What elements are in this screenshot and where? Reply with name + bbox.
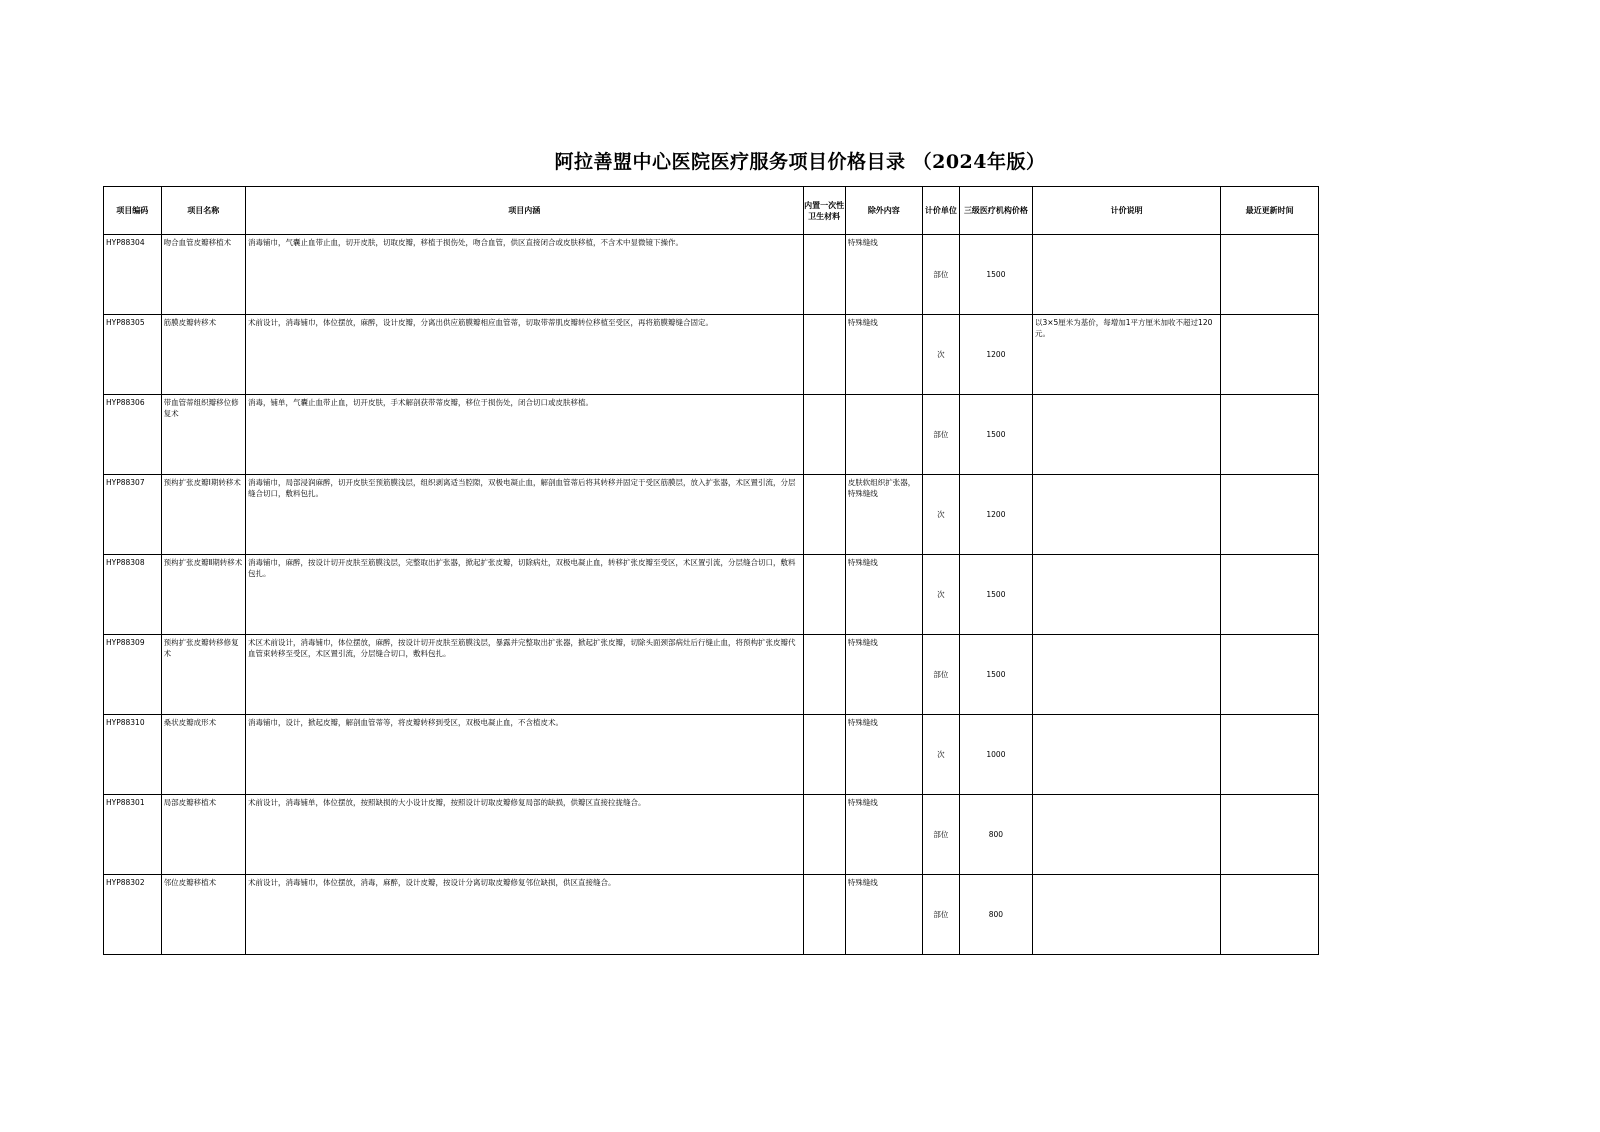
item-code: HYP88308 bbox=[104, 555, 162, 635]
item-updated bbox=[1221, 795, 1319, 875]
item-note: 以3×5厘米为基价，每增加1平方厘米加收不超过120元。 bbox=[1032, 315, 1220, 395]
item-exclusion: 皮肤软组织扩张器，特殊缝线 bbox=[845, 475, 922, 555]
item-material bbox=[803, 555, 845, 635]
item-price: 1500 bbox=[959, 235, 1032, 315]
item-material bbox=[803, 635, 845, 715]
item-name: 桑状皮瓣成形术 bbox=[161, 715, 245, 795]
item-code: HYP88306 bbox=[104, 395, 162, 475]
item-material bbox=[803, 315, 845, 395]
header-row bbox=[104, 187, 1319, 235]
table-row bbox=[104, 795, 1319, 875]
column-header: 计价单位 bbox=[922, 187, 959, 235]
page-title: 阿拉善盟中心医院医疗服务项目价格目录 （2024年版） bbox=[554, 151, 1046, 173]
item-content: 术前设计，消毒铺巾，体位摆放，消毒，麻醉，设计皮瓣，按设计分离切取皮瓣修复邻位缺损，供区直接缝合。 bbox=[245, 875, 803, 955]
item-price: 1500 bbox=[959, 395, 1032, 475]
item-updated bbox=[1221, 235, 1319, 315]
item-name: 带血管蒂组织瓣移位修复术 bbox=[161, 395, 245, 475]
item-updated bbox=[1221, 475, 1319, 555]
column-header: 内置一次性卫生材料 bbox=[803, 187, 845, 235]
item-code: HYP88309 bbox=[104, 635, 162, 715]
item-exclusion bbox=[845, 395, 922, 475]
item-material bbox=[803, 235, 845, 315]
item-name: 筋膜皮瓣转移术 bbox=[161, 315, 245, 395]
column-header: 计价说明 bbox=[1032, 187, 1220, 235]
item-price: 1500 bbox=[959, 635, 1032, 715]
item-note bbox=[1032, 875, 1220, 955]
item-unit: 次 bbox=[922, 715, 959, 795]
item-content: 消毒铺巾，局部浸润麻醉，切开皮肤至预筋膜浅层，组织剥离适当腔隙，双极电凝止血，解剖血管蒂后将其转移并固定于受区筋膜层，放入扩张器，术区置引流，分层缝合切口，敷料包扎。 bbox=[245, 475, 803, 555]
item-material bbox=[803, 795, 845, 875]
item-unit: 部位 bbox=[922, 395, 959, 475]
item-updated bbox=[1221, 315, 1319, 395]
item-material bbox=[803, 715, 845, 795]
item-exclusion: 特殊缝线 bbox=[845, 795, 922, 875]
item-name: 预构扩张皮瓣Ⅰ期转移术 bbox=[161, 475, 245, 555]
item-code: HYP88301 bbox=[104, 795, 162, 875]
table-row bbox=[104, 235, 1319, 315]
item-note bbox=[1032, 715, 1220, 795]
item-unit: 部位 bbox=[922, 875, 959, 955]
item-unit: 部位 bbox=[922, 795, 959, 875]
item-content: 术前设计，消毒铺巾，体位摆放，麻醉，设计皮瓣，分离出供应筋膜瓣相应血管蒂，切取带蒂肌皮瓣转位移植至受区，再将筋膜瓣缝合固定。 bbox=[245, 315, 803, 395]
item-name: 局部皮瓣移植术 bbox=[161, 795, 245, 875]
item-name: 吻合血管皮瓣移植术 bbox=[161, 235, 245, 315]
item-updated bbox=[1221, 715, 1319, 795]
item-code: HYP88304 bbox=[104, 235, 162, 315]
item-material bbox=[803, 875, 845, 955]
item-price: 1000 bbox=[959, 715, 1032, 795]
table-row bbox=[104, 395, 1319, 475]
item-exclusion: 特殊缝线 bbox=[845, 235, 922, 315]
column-header: 最近更新时间 bbox=[1221, 187, 1319, 235]
item-content: 消毒，铺单，气囊止血带止血，切开皮肤，手术解剖获带蒂皮瓣，移位于损伤处，闭合切口或皮肤移植。 bbox=[245, 395, 803, 475]
item-material bbox=[803, 475, 845, 555]
item-unit: 次 bbox=[922, 315, 959, 395]
item-code: HYP88302 bbox=[104, 875, 162, 955]
item-code: HYP88305 bbox=[104, 315, 162, 395]
item-code: HYP88310 bbox=[104, 715, 162, 795]
item-updated bbox=[1221, 555, 1319, 635]
table-row bbox=[104, 475, 1319, 555]
item-name: 预构扩张皮瓣转移修复术 bbox=[161, 635, 245, 715]
item-exclusion: 特殊缝线 bbox=[845, 635, 922, 715]
price-table bbox=[103, 186, 1319, 955]
item-exclusion: 特殊缝线 bbox=[845, 315, 922, 395]
item-name: 预构扩张皮瓣Ⅱ期转移术 bbox=[161, 555, 245, 635]
table-row bbox=[104, 715, 1319, 795]
item-unit: 次 bbox=[922, 555, 959, 635]
item-unit: 次 bbox=[922, 475, 959, 555]
item-content: 消毒铺巾，气囊止血带止血，切开皮肤，切取皮瓣，移植于损伤处，吻合血管，供区直接闭合或皮肤移植，不含术中显微镜下操作。 bbox=[245, 235, 803, 315]
item-note bbox=[1032, 555, 1220, 635]
table-row bbox=[104, 635, 1319, 715]
item-unit: 部位 bbox=[922, 235, 959, 315]
table-row bbox=[104, 555, 1319, 635]
item-name: 邻位皮瓣移植术 bbox=[161, 875, 245, 955]
item-content: 消毒铺巾，麻醉，按设计切开皮肤至筋膜浅层，完整取出扩张器，掀起扩张皮瓣，切除病灶，双极电凝止血，转移扩张皮瓣至受区，术区置引流，分层缝合切口，敷料包扎。 bbox=[245, 555, 803, 635]
item-content: 术前设计，消毒铺单，体位摆放，按照缺损的大小设计皮瓣，按照设计切取皮瓣修复局部的缺损，供瓣区直接拉拢缝合。 bbox=[245, 795, 803, 875]
item-updated bbox=[1221, 635, 1319, 715]
item-updated bbox=[1221, 875, 1319, 955]
column-header: 除外内容 bbox=[845, 187, 922, 235]
item-exclusion: 特殊缝线 bbox=[845, 555, 922, 635]
column-header: 项目内涵 bbox=[245, 187, 803, 235]
item-unit: 部位 bbox=[922, 635, 959, 715]
item-material bbox=[803, 395, 845, 475]
item-note bbox=[1032, 475, 1220, 555]
item-note bbox=[1032, 395, 1220, 475]
item-note bbox=[1032, 235, 1220, 315]
table-row bbox=[104, 315, 1319, 395]
item-exclusion: 特殊缝线 bbox=[845, 715, 922, 795]
item-price: 800 bbox=[959, 795, 1032, 875]
item-note bbox=[1032, 795, 1220, 875]
item-price: 1200 bbox=[959, 315, 1032, 395]
table-row bbox=[104, 875, 1319, 955]
item-note bbox=[1032, 635, 1220, 715]
item-content: 消毒铺巾，设计，掀起皮瓣，解剖血管蒂等，将皮瓣转移到受区，双极电凝止血，不含植皮术。 bbox=[245, 715, 803, 795]
item-updated bbox=[1221, 395, 1319, 475]
item-content: 术区术前设计，消毒铺巾，体位摆放，麻醉，按设计切开皮肤至筋膜浅层，暴露并完整取出扩张器，掀起扩张皮瓣，切除头面颈部病灶后行缝止血，将预构扩张皮瓣代血管束转移至受区，术区置引流，分层缝合切口，敷料包扎。 bbox=[245, 635, 803, 715]
item-price: 1200 bbox=[959, 475, 1032, 555]
item-exclusion: 特殊缝线 bbox=[845, 875, 922, 955]
column-header: 项目名称 bbox=[161, 187, 245, 235]
column-header: 三级医疗机构价格 bbox=[959, 187, 1032, 235]
item-code: HYP88307 bbox=[104, 475, 162, 555]
item-price: 800 bbox=[959, 875, 1032, 955]
column-header: 项目编码 bbox=[104, 187, 162, 235]
item-price: 1500 bbox=[959, 555, 1032, 635]
